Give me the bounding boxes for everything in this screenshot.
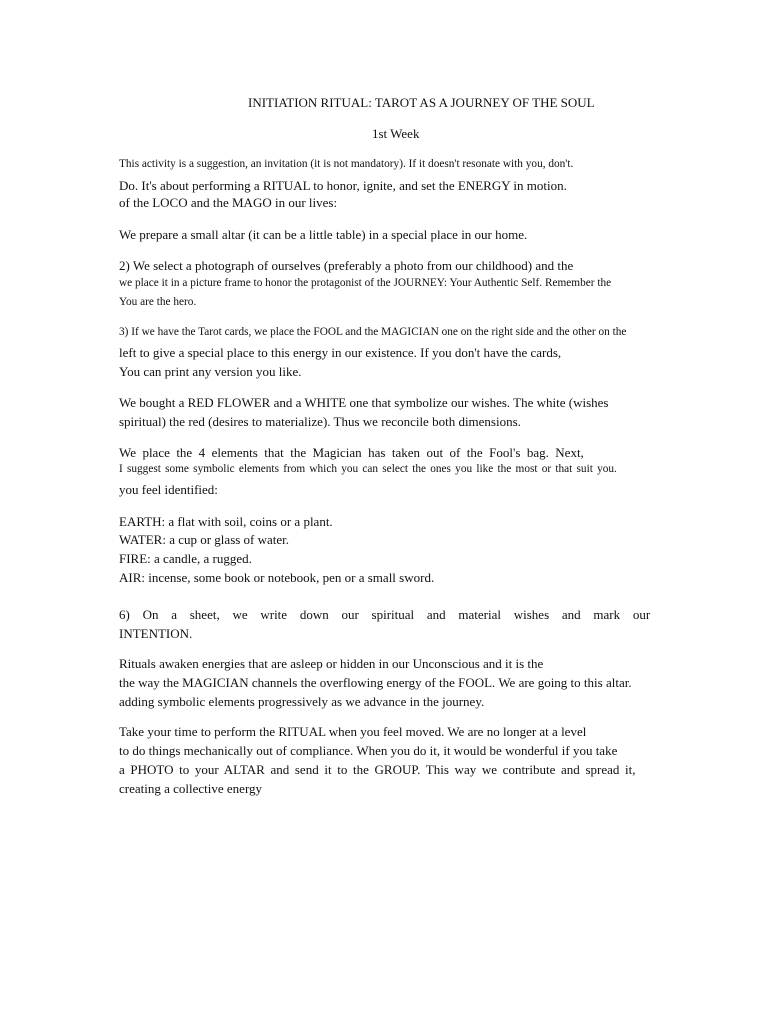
text-line: the way the MAGICIAN channels the overflowing energy of the FOOL. We are going to this altar.	[119, 675, 632, 690]
text-line: You are the hero.	[119, 296, 197, 308]
text-line: We bought a RED FLOWER and a WHITE one that symbolize our wishes. The white (wishes	[119, 395, 609, 410]
text-line: you feel identified:	[119, 482, 218, 497]
text-line: of the LOCO and the MAGO in our lives:	[119, 195, 338, 210]
text-line: You can print any version you like.	[119, 364, 302, 379]
text-line: adding symbolic elements progressively as we advance in the journey.	[119, 694, 485, 709]
text-line: INTENTION.	[119, 626, 193, 641]
text-line: spiritual) the red (desires to materialize). Thus we reconcile both dimensions.	[119, 414, 521, 429]
text-line: Do. It's about performing a RITUAL to honor, ignite, and set the ENERGY in motion.	[119, 178, 567, 193]
text-line: I suggest some symbolic elements from which you can select the ones you like the most or that suit you.	[119, 463, 617, 475]
text-line: We place the 4 elements that the Magician has taken out of the Fool's bag. Next,	[119, 445, 584, 460]
document-subtitle: 1st Week	[372, 126, 420, 141]
text-line: Take your time to perform the RITUAL when you feel moved. We are no longer at a level	[119, 724, 587, 739]
element-fire: FIRE: a candle, a rugged.	[119, 551, 252, 566]
text-line: We prepare a small altar (it can be a little table) in a special place in our home.	[119, 227, 528, 242]
element-water: WATER: a cup or glass of water.	[119, 532, 290, 547]
text-line: 3) If we have the Tarot cards, we place the FOOL and the MAGICIAN one on the right side and the other on the	[119, 326, 627, 338]
text-line: 2) We select a photograph of ourselves (preferably a photo from our childhood) and the	[119, 258, 574, 273]
text-line: left to give a special place to this energy in our existence. If you don't have the cards,	[119, 345, 562, 360]
document-title: INITIATION RITUAL: TAROT AS A JOURNEY OF THE SOUL	[248, 95, 595, 110]
text-line: Rituals awaken energies that are asleep or hidden in our Unconscious and it is the	[119, 656, 544, 671]
text-line: to do things mechanically out of compliance. When you do it, it would be wonderful if you take	[119, 743, 618, 758]
text-line: 6) On a sheet, we write down our spiritual and material wishes and mark our	[119, 607, 651, 622]
element-earth: EARTH: a flat with soil, coins or a plant.	[119, 514, 333, 529]
text-line: we place it in a picture frame to honor the protagonist of the JOURNEY: Your Authentic Self. Remember the	[119, 277, 612, 289]
text-line: a PHOTO to your ALTAR and send it to the GROUP. This way we contribute and spread it,	[119, 762, 636, 777]
text-line: This activity is a suggestion, an invitation (it is not mandatory). If it doesn't resonate with you, don't.	[119, 158, 574, 170]
element-air: AIR: incense, some book or notebook, pen or a small sword.	[119, 570, 435, 585]
text-line: creating a collective energy	[119, 781, 263, 796]
